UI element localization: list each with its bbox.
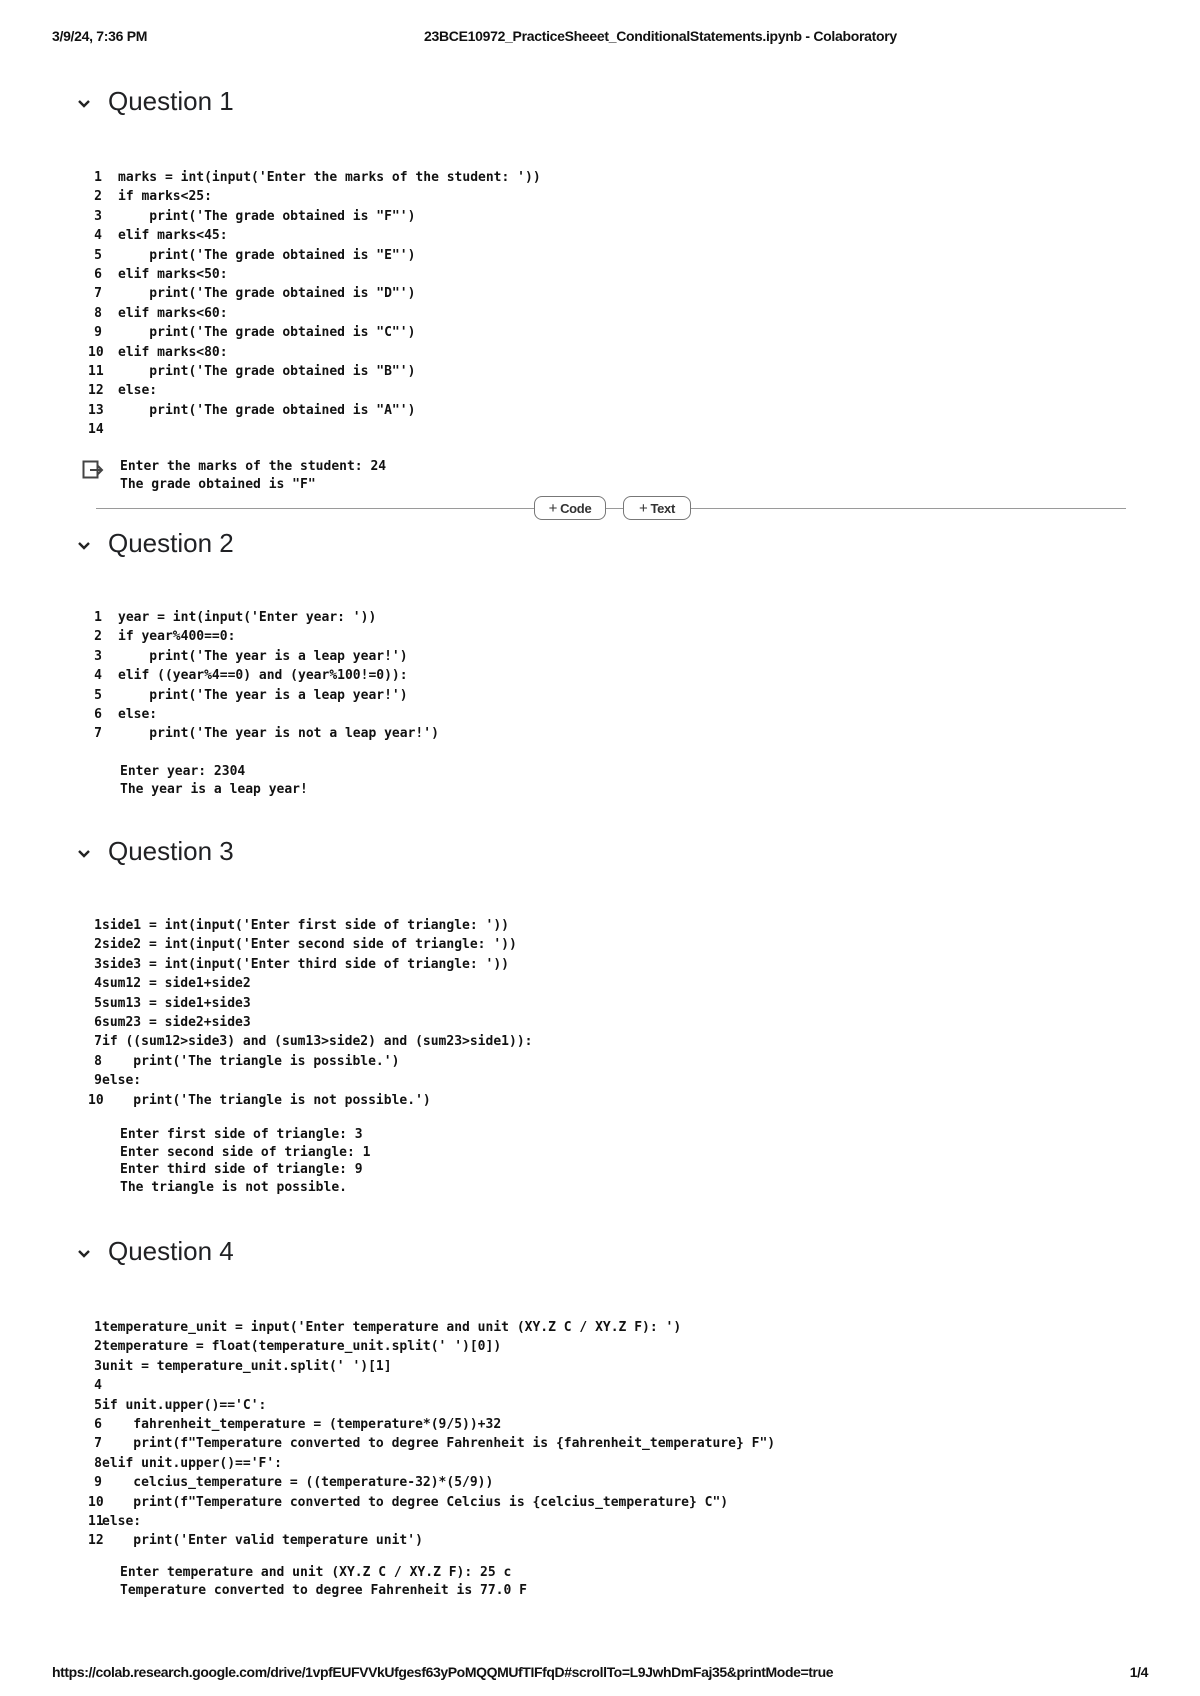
line-number: 3 [94,956,102,972]
line-number: 9 [94,325,102,341]
line-number: 9 [94,1475,102,1491]
code-line [88,686,439,705]
code-line [88,207,541,226]
code-text: print('The triangle is possible.') [102,1053,400,1069]
page-url: https://colab.research.google.com/drive/1vpfEUFVVkUfgesf63yPoMQQMUfTIFfqD#scrollTo=L9JwhDmFaj35&printMode=true [52,1664,834,1680]
line-number: 4 [94,228,102,244]
document-title: 23BCE10972_PracticeSheeet_ConditionalStatements.ipynb - Colaboratory [424,28,897,44]
code-line [88,974,532,993]
code-text: if marks<25: [118,189,212,205]
code-line [88,1512,775,1531]
code-text: elif ((year%4==0) and (year%100!=0)): [118,668,408,684]
line-number: 8 [94,305,102,321]
code-line [88,1013,532,1032]
code-text: print('The grade obtained is "A"') [118,402,416,418]
section-title: Question 4 [108,1236,234,1266]
code-text: side3 = int(input('Enter third side of triangle: ')) [102,956,509,972]
line-number: 1 [94,610,102,625]
code-line [88,284,541,303]
section-title: Question 3 [108,836,234,866]
code-text: print('The grade obtained is "E"') [118,247,416,263]
line-number: 6 [94,706,102,722]
print-datetime: 3/9/24, 7:36 PM [52,28,148,44]
code-line [88,1415,775,1434]
code-text: print(f"Temperature converted to degree Fahrenheit is {fahrenheit_temperature} F") [102,1436,776,1452]
cell-divider [96,508,1126,509]
output-line: Temperature converted to degree Fahrenheit is 77.0 F [120,1582,527,1598]
code-text: elif marks<60: [118,305,228,321]
line-number: 8 [94,1053,102,1069]
line-number: 1 [94,1320,102,1335]
output-line: Enter temperature and unit (XY.Z C / XY.Z F): 25 c [120,1565,512,1580]
code-text: side2 = int(input('Enter second side of triangle: ')) [102,937,517,953]
code-line [88,1052,532,1071]
code-line [88,1318,775,1337]
line-number: 11 [88,363,104,379]
output-line: Enter second side of triangle: 1 [120,1144,371,1160]
print-header [52,28,1148,48]
code-text: print('The grade obtained is "D"') [118,286,416,302]
code-text: elif marks<45: [118,228,228,244]
code-text: celcius_temperature = ((temperature-32)*(5/9)) [102,1475,494,1491]
code-line [88,1454,775,1473]
code-text: year = int(input('Enter year: ')) [118,610,377,625]
cell-output [120,1564,527,1599]
code-line [88,1091,532,1110]
code-text: print('The grade obtained is "B"') [118,363,416,379]
add-code-label: Code [560,500,592,516]
line-number: 4 [94,1378,102,1394]
code-text: unit = temperature_unit.split(' ')[1] [102,1358,392,1374]
line-number: 7 [94,1436,102,1452]
code-line [88,1493,775,1512]
chevron-down-icon[interactable] [76,538,92,554]
line-number: 7 [94,286,102,302]
add-text-button[interactable] [623,496,691,520]
code-cell[interactable] [88,916,532,1110]
code-line [88,705,439,724]
code-line [88,381,541,400]
code-line [88,1473,775,1492]
code-cell[interactable] [88,1318,775,1551]
section-title: Question 1 [108,86,234,116]
code-text: print('Enter valid temperature unit') [102,1533,423,1549]
line-number: 2 [94,937,102,953]
line-number: 6 [94,266,102,282]
code-line [88,401,541,420]
cell-output [120,458,386,493]
line-number: 4 [94,668,102,684]
line-number: 1 [94,918,102,933]
code-text: else: [118,706,158,722]
line-number: 5 [94,995,102,1011]
code-text: if year%400==0: [118,629,236,645]
code-text: fahrenheit_temperature = (temperature*(9/5))+32 [102,1416,502,1432]
line-number: 3 [94,648,102,664]
line-number: 14 [88,422,104,438]
code-text: print('The grade obtained is "C"') [118,325,416,341]
code-text: sum13 = side1+side3 [102,995,251,1011]
code-text: if ((sum12>side3) and (sum13>side2) and (sum23>side1)): [102,1034,533,1050]
code-line [88,1337,775,1356]
code-text: temperature = float(temperature_unit.split(' ')[0]) [102,1339,502,1355]
line-number: 4 [94,976,102,992]
plus-icon: + [638,499,648,517]
code-text: print('The grade obtained is "F"') [118,208,416,224]
code-line [88,724,439,743]
chevron-down-icon[interactable] [76,96,92,112]
line-number: 5 [94,247,102,263]
code-text: sum23 = side2+side3 [102,1014,251,1030]
code-text: else: [102,1073,142,1089]
section-question-4 [74,1236,1134,1598]
code-line [88,666,439,685]
code-text: else: [118,383,158,399]
add-text-label: Text [650,500,676,516]
code-text: side1 = int(input('Enter first side of triangle: ')) [102,918,509,933]
line-number: 8 [94,1455,102,1471]
code-text: sum12 = side1+side2 [102,976,251,992]
line-number: 10 [88,1494,104,1510]
code-line [88,647,439,666]
code-line [88,955,532,974]
code-text: elif marks<80: [118,344,228,360]
code-line [88,608,439,627]
code-text: elif unit.upper()=='F': [102,1455,283,1471]
code-text: temperature_unit = input('Enter temperature and unit (XY.Z C / XY.Z F): ') [102,1320,682,1335]
code-text: else: [102,1513,142,1529]
line-number: 11 [88,1513,104,1529]
code-line [88,1531,775,1550]
output-line: Enter year: 2304 [120,764,246,779]
code-line [88,362,541,381]
section-header[interactable] [74,86,1134,126]
code-text: marks = int(input('Enter the marks of the student: ')) [118,170,541,185]
code-text: print('The triangle is not possible.') [102,1092,431,1108]
code-line [88,323,541,342]
section-header[interactable] [74,528,1134,568]
line-number: 10 [88,344,104,360]
code-text: elif marks<50: [118,266,228,282]
line-number: 1 [94,170,102,185]
code-text: if unit.upper()=='C': [102,1397,267,1413]
section-question-3 [74,836,1134,1195]
line-number: 10 [88,1092,104,1108]
print-footer [52,1664,1148,1684]
code-line [88,1434,775,1453]
code-line [88,916,532,935]
section-question-1 [74,86,1134,492]
output-line: Enter first side of triangle: 3 [120,1127,363,1142]
code-text: print('The year is a leap year!') [118,687,408,703]
section-header[interactable] [74,1236,1134,1276]
output-line: Enter third side of triangle: 9 [120,1162,363,1178]
chevron-down-icon[interactable] [76,1246,92,1262]
section-header[interactable] [74,836,1134,876]
page-number: 1/4 [1129,1664,1148,1680]
code-cell[interactable] [88,168,541,439]
line-number: 13 [88,402,104,418]
code-text: print('The year is a leap year!') [118,648,408,664]
line-number: 6 [94,1014,102,1030]
line-number: 2 [94,1339,102,1355]
line-number: 9 [94,1073,102,1089]
line-number: 5 [94,687,102,703]
code-line [88,1396,775,1415]
code-line [88,343,541,362]
line-number: 6 [94,1416,102,1432]
code-line [88,1376,775,1395]
code-line [88,265,541,284]
output-toggle-icon[interactable] [82,460,104,480]
line-number: 7 [94,1034,102,1050]
output-line: The triangle is not possible. [120,1179,347,1195]
plus-icon: + [548,499,558,517]
chevron-down-icon[interactable] [76,846,92,862]
output-line: The grade obtained is "F" [120,476,316,492]
section-title: Question 2 [108,528,234,558]
code-line [88,994,532,1013]
code-text: print(f"Temperature converted to degree Celcius is {celcius_temperature} C") [102,1494,729,1510]
code-line [88,420,541,439]
line-number: 12 [88,383,104,399]
code-line [88,1032,532,1051]
line-number: 3 [94,1358,102,1374]
line-number: 3 [94,208,102,224]
cell-output [120,763,308,798]
code-line [88,226,541,245]
code-line [88,627,439,646]
code-line [88,168,541,187]
cell-output [120,1126,370,1196]
code-line [88,304,541,323]
code-line [88,935,532,954]
code-line [88,246,541,265]
line-number: 2 [94,629,102,645]
add-code-button[interactable] [534,496,606,520]
code-cell[interactable] [88,608,439,744]
output-line: Enter the marks of the student: 24 [120,459,387,474]
line-number: 12 [88,1533,104,1549]
line-number: 5 [94,1397,102,1413]
line-number: 7 [94,726,102,742]
code-line [88,1357,775,1376]
section-question-2 [74,528,1134,797]
code-line [88,1071,532,1090]
code-line [88,187,541,206]
code-text: print('The year is not a leap year!') [118,726,439,742]
line-number: 2 [94,189,102,205]
output-line: The year is a leap year! [120,781,308,797]
